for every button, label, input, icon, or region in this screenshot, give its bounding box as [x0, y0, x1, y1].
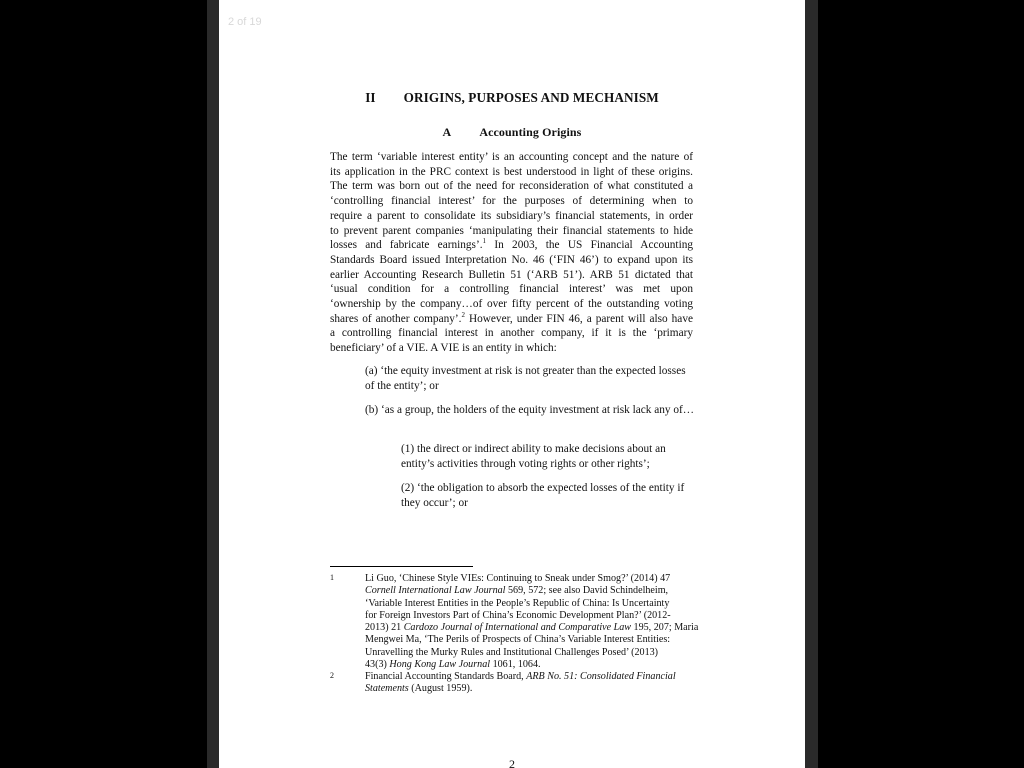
body-line: beneficiary’ of a VIE. A VIE is an entity in which:: [330, 342, 557, 355]
body-line-part: shares of another company’.: [330, 312, 462, 325]
footnote-citation-title: Statements: [365, 683, 409, 695]
footnote-line: [365, 683, 695, 695]
footnote-text: ‘Variable Interest Entities in the People’s Republic of China: Is Uncertainty: [365, 597, 670, 609]
footnote-citation-title: Hong Kong Law Journal: [389, 659, 491, 671]
document-page: [219, 0, 805, 768]
body-line: a controlling financial interest in another company, if it is the ‘primary: [330, 327, 693, 340]
footnote-line: [365, 634, 695, 646]
footnote-citation-title: Cardozo Journal of International and Comparative Law: [403, 622, 632, 634]
footnote-number: 1: [330, 573, 334, 582]
body-line: ‘usual condition for a controlling financial interest’ was met upon: [330, 283, 693, 296]
subsection-title: Accounting Origins: [479, 125, 582, 139]
page-indicator: 2 of 19: [228, 16, 262, 28]
footnote-ref-2[interactable]: 2: [461, 310, 465, 319]
footnote-text: (August 1959).: [408, 683, 473, 695]
body-line: ‘controlling financial interest’ for the purposes of determining when to: [330, 195, 693, 208]
footnote-line: [365, 610, 695, 622]
section-heading: [219, 90, 805, 106]
footnote-line: [365, 622, 699, 634]
list-item-b: (b) ‘as a group, the holders of the equity investment at risk lack any of…: [365, 404, 695, 416]
body-line-part: losses and fabricate earnings’.: [330, 239, 483, 252]
page-number: 2: [509, 757, 515, 768]
list-item-b1: (1) the direct or indirect ability to make decisions about an entity’s activities through voting rights or other rights’;: [401, 443, 666, 470]
footnote-citation-title: Cornell International Law Journal: [365, 585, 506, 597]
section-title: ORIGINS, PURPOSES AND MECHANISM: [403, 90, 659, 105]
footnote-text: 195, 207; Maria: [631, 622, 699, 634]
body-line-part: In 2003, the US Financial Accounting: [494, 239, 693, 252]
footnote-text: Financial Accounting Standards Board,: [365, 671, 527, 682]
footnote-text: Unravelling the Murky Rules and Institutional Challenges Posed’ (2013): [365, 646, 659, 658]
subsection-heading: [219, 125, 805, 140]
footnote-text: 2013) 21: [365, 622, 404, 634]
body-line: to prevent parent companies ‘manipulating their financial statements to hide: [330, 224, 693, 237]
body-line: [330, 312, 693, 327]
list-item-a: (a) ‘the equity investment at risk is not greater than the expected losses of the entity’; or: [365, 365, 686, 392]
footnote-number: 2: [330, 671, 334, 680]
body-line-part: However, under FIN 46, a parent will also have: [468, 312, 693, 325]
footnote-citation-title: ARB No. 51: Consolidated Financial: [526, 671, 676, 682]
left-gutter: [207, 0, 219, 768]
footnote-line: [365, 659, 695, 671]
footnote-line: [365, 671, 695, 683]
body-line: The term ‘variable interest entity’ is an accounting concept and the nature of: [330, 151, 693, 163]
footnote-text: 43(3): [365, 659, 390, 671]
body-line: earlier Accounting Research Bulletin 51 (‘ARB 51’). ARB 51 dictated that: [330, 268, 693, 281]
footnote-2: [365, 671, 695, 696]
body-line: its application in the PRC context is best understood in light of these origins.: [330, 165, 693, 178]
footnote-line: [365, 573, 695, 585]
section-number: II: [365, 90, 376, 105]
body-line: ‘ownership by the company…of over fifty percent of the outstanding voting: [330, 298, 693, 311]
body-line: The term was born out of the need for reconsideration of what constituted a: [330, 180, 693, 193]
subsection-letter: A: [442, 125, 452, 139]
right-gutter: [805, 0, 818, 768]
footnote-1: [365, 573, 699, 671]
footnote-text: for Foreign Investors Part of China’s Economic Development Plan?’ (2012-: [365, 609, 671, 621]
body-line: require a parent to consolidate its subsidiary’s financial statements, in order: [330, 209, 693, 222]
body-line: [330, 238, 693, 253]
body-line: Standards Board issued Interpretation No. 46 (‘FIN 46’) to expand upon its: [330, 253, 693, 266]
footnote-text: 569, 572; see also David Schindelheim,: [505, 585, 669, 597]
body-paragraph: [330, 150, 693, 356]
footnote-separator: [330, 566, 473, 567]
footnote-ref-1[interactable]: 1: [482, 237, 487, 246]
footnote-line: [365, 598, 695, 610]
list-item-b2: (2) ‘the obligation to absorb the expected losses of the entity if they occur’; or: [401, 482, 685, 509]
footnote-text: 1061, 1064.: [490, 659, 541, 671]
footnote-line: [365, 585, 695, 597]
footnote-text: Mengwei Ma, ‘The Perils of Prospects of China’s Variable Interest Entities:: [365, 634, 671, 646]
footnote-line: [365, 647, 695, 659]
footnote-text: Li Guo, ‘Chinese Style VIEs: Continuing to Sneak under Smog?’ (2014) 47: [365, 573, 671, 584]
